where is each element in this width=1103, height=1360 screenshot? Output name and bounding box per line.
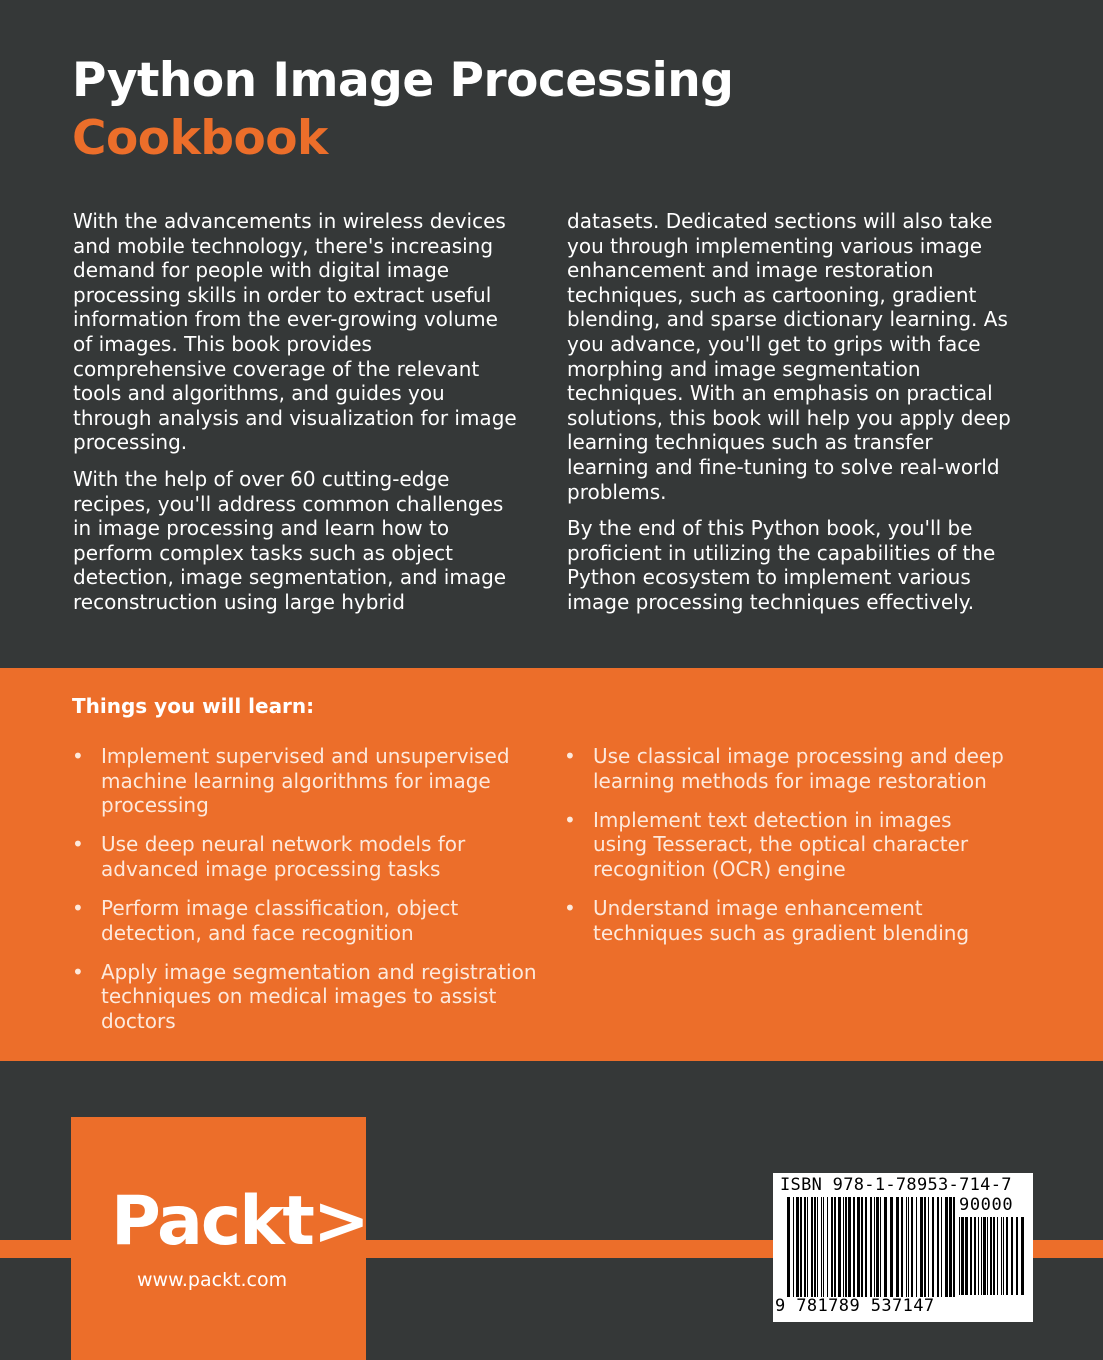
description-paragraph: With the advancements in wireless devices and mobile technology, there's increasing demand for people with digital image processing skills in order to extract useful information from the ever-growing volume of images. This book provides comprehensive coverage of the relevant tools and algorithms, and guides you through analysis and visualization for image processing. [73,209,517,455]
barcode-bar [983,1217,986,1295]
bullet-icon: • [564,895,576,920]
bullet-icon: • [72,744,84,768]
barcode-bar [831,1197,833,1297]
publisher-logo-box [71,1117,366,1360]
barcode-addon-bars [959,1217,1027,1295]
title-main: Python Image Processing [72,53,734,108]
barcode-bar [1021,1217,1024,1295]
barcode-bar [853,1197,855,1297]
description-paragraph: datasets. Dedicated sections will also take you through implementing various image enhancement and image restoration techniques, such as cartooning, gradient blending, and sparse dictionary learning. As you advance, you'll get to grips with face morphing and image segmentation techniques. With an emphasis on practical solutions, this book will help you apply deep learning techniques such as transfer learning and fine-tuning to solve real-world problems. [567,209,1011,504]
barcode-bar [843,1197,844,1297]
barcode-bar [906,1197,907,1297]
barcode-bar [804,1197,806,1297]
barcode-bar [876,1197,879,1297]
barcode-bar [845,1197,847,1297]
barcode-bar [965,1217,968,1295]
barcode-bar [890,1197,893,1297]
packt-logo: Packt> [111,1182,368,1261]
learn-item: • Implement text detection in images using Tesseract, the optical character recognition (OCR) engine [564,807,969,881]
barcode-bar [1016,1217,1018,1295]
barcode-bar [970,1217,972,1295]
barcode-bar [800,1197,802,1297]
barcode-bar [937,1197,939,1297]
barcode-bar [811,1197,813,1297]
publisher-url: www.packt.com [137,1269,288,1291]
book-title [72,52,733,168]
barcode-bar [814,1197,816,1297]
barcode-bar [821,1197,822,1297]
barcode-bar [823,1197,824,1297]
barcode-bar [1003,1217,1004,1295]
barcode-digits: 9 781789 537147 [775,1296,935,1316]
learn-list-right [564,744,1004,960]
barcode-bar [916,1197,917,1297]
isbn-label: ISBN 978-1-78953-714-7 [780,1175,1012,1195]
barcode-bar [981,1217,982,1295]
learn-item: • Apply image segmentation and registration techniques on medical images to assist doctors [72,959,537,1033]
barcode-bar [857,1197,860,1297]
barcode-bar [953,1197,955,1297]
barcode-bar [865,1197,867,1297]
barcode-addon-number: 90000 [959,1195,1014,1215]
title-sub: Cookbook [72,111,328,166]
barcode-bar [896,1197,899,1297]
barcode-bar [874,1197,875,1297]
bullet-icon: • [72,895,84,920]
barcode-bar [993,1217,995,1295]
barcode-bar [945,1197,948,1297]
learn-item: • Use deep neural network models for advanced image processing tasks [72,832,466,881]
barcode-bar [941,1197,942,1297]
bullet-icon: • [564,744,576,768]
barcode-bar [932,1197,934,1297]
learn-heading: Things you will learn: [72,694,315,718]
barcode-bar [924,1197,926,1297]
barcode-bar [911,1197,913,1297]
barcode-bar [978,1217,979,1295]
barcode-bar [807,1197,808,1297]
barcode-bar [1006,1217,1008,1295]
barcode-bar [838,1197,841,1297]
barcode-bar [787,1197,790,1297]
barcode-bar [796,1197,799,1297]
barcode-bar [870,1197,872,1297]
barcode-bar [928,1197,929,1297]
barcode-bar [793,1197,794,1297]
learn-item: • Use classical image processing and deep learning methods for image restoration [564,744,1004,793]
description-paragraph: By the end of this Python book, you'll be proficient in utilizing the capabilities of the Python ecosystem to implement various image processing techniques effectively. [567,516,996,614]
barcode-bar [990,1217,992,1295]
barcode-bar [884,1197,887,1297]
learn-item: • Understand image enhancement techniques such as gradient blending [564,895,970,945]
isbn-barcode [773,1173,1033,1322]
barcode-bar [1001,1217,1002,1295]
barcode-bar [880,1197,881,1297]
barcode-bar [817,1197,818,1297]
barcode-bar [961,1217,964,1295]
description-left-column [73,209,518,627]
barcode-bar [920,1197,923,1297]
barcode-bar [1011,1217,1013,1295]
barcode-bar [997,1217,998,1295]
barcode-bar [987,1217,988,1295]
learn-list-left [72,744,537,1048]
description-right-column [567,209,1012,627]
learn-item: • Perform image classification, object detection, and face recognition [72,895,459,945]
bullet-icon: • [72,959,84,984]
barcode-bar [834,1197,836,1297]
description-paragraph: With the help of over 60 cutting-edge recipes, you'll address common challenges in image processing and learn how to perform complex tasks such as object detection, image segmentation, and image reconstruction using large hybrid [73,466,507,614]
barcode-bar [959,1217,960,1295]
barcode-bar [848,1197,851,1297]
barcode-bar [861,1197,863,1297]
learn-item: • Implement supervised and unsupervised machine learning algorithms for image processing [72,744,510,818]
barcode-bar [908,1197,909,1297]
barcode-bar [827,1197,828,1297]
bullet-icon: • [564,807,576,832]
barcode-bar [974,1217,976,1295]
barcode-bar [949,1197,952,1297]
bullet-icon: • [72,832,84,857]
barcode-bar [901,1197,903,1297]
barcode-bars [787,1197,955,1297]
